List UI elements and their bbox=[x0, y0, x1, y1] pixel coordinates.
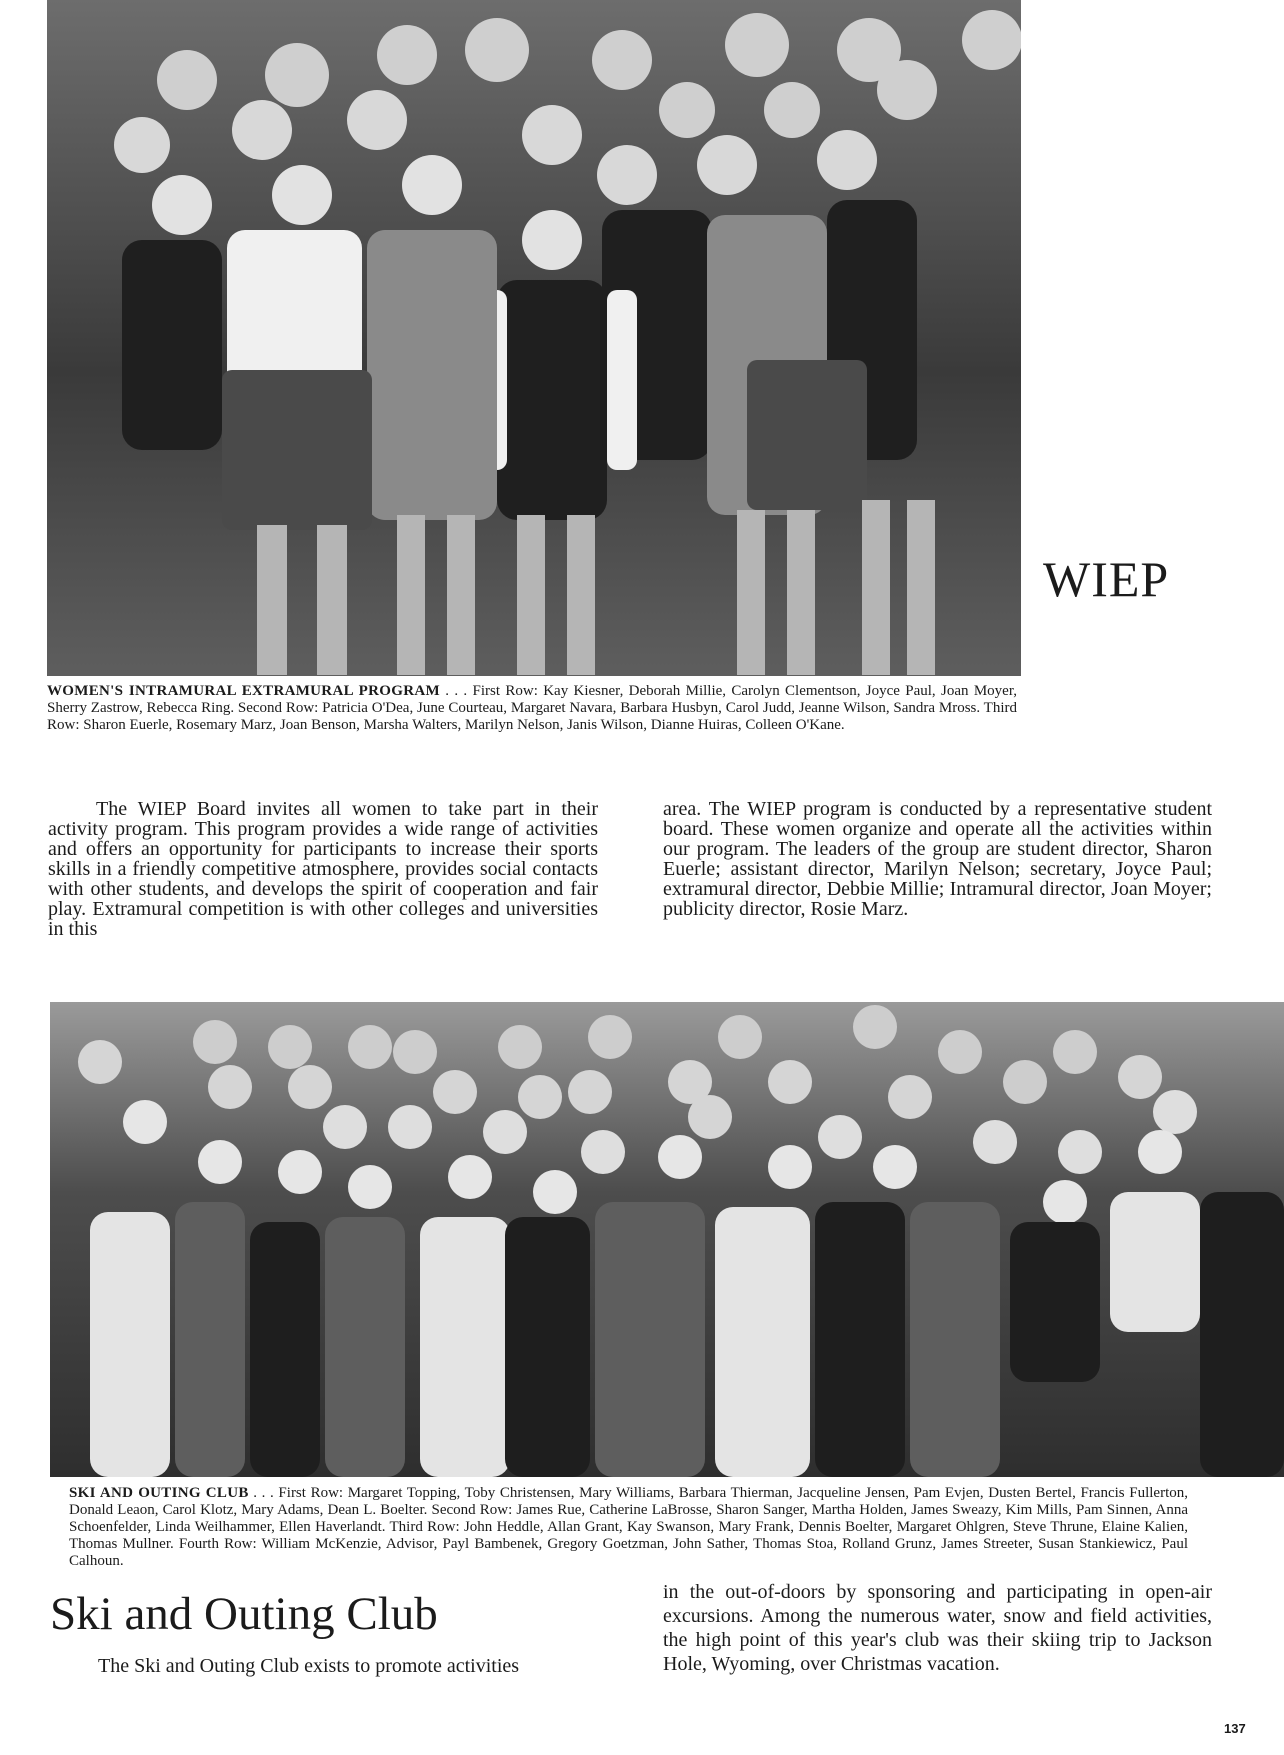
wiep-body-column-1: The WIEP Board invites all women to take part in their activity program. This program provides a wide range of activities and offers an opportunity for participants to increase their sports skills in a friendly competitive atmosphere, provides social contacts with other students, and develops the spirit of cooperation and fair play. Extramural competition is with other colleges and universities in this bbox=[48, 798, 598, 940]
ski-photo-caption bbox=[69, 1485, 1188, 1570]
ski-club-group-photo bbox=[50, 1002, 1284, 1477]
ski-caption-names: . . . First Row: Margaret Topping, Toby Christensen, Mary Williams, Barbara Thierman, Jacqueline Jensen, Pam Evjen, Dusten Bertel, Francis Fullerton, Donald Leaon, Carol Klotz, Mary Adams, Dean L. Boelter. Second Row: James Rue, Catherine LaBrosse, Sharon Sanger, Martha Holden, James Sweazy, Kim Mills, Pam Sinnen, Anna Schoenfelder, Linda Weilhammer, Ellen Haverlandt. Third Row: John Heddle, Allan Grant, Kay Swanson, Mary Frank, Dennis Boelter, Margaret Ohlgren, Steve Thrune, Elaine Kalien, Thomas Mullner. Fourth Row: William McKenzie, Advisor, Payl Bambenek, Gregory Goetzman, John Sather, Thomas Stoa, Rolland Grunz, James Streeter, Susan Stankiewicz, Paul Calhoun. bbox=[69, 1485, 1188, 1569]
wiep-caption-names: . . . First Row: Kay Kiesner, Deborah Millie, Carolyn Clementson, Joyce Paul, Joan Moyer, Sherry Zastrow, Rebecca Ring. Second Row: Patricia O'Dea, June Courteau, Margaret Navara, Barbara Husbyn, Carol Judd, Jeanne Wilson, Sandra Mross. Third Row: Sharon Euerle, Rosemary Marz, Joan Benson, Marsha Walters, Marilyn Nelson, Janis Wilson, Dianne Huiras, Colleen O'Kane. bbox=[47, 683, 1017, 733]
wiep-body-column-2: area. The WIEP program is conducted by a representative student board. These women organize and operate all the activities within our program. The leaders of the group are student director, Sharon Euerle; assistant director, Marilyn Nelson; secretary, Joyce Paul; extramural director, Debbie Millie; Intramural director, Joan Moyer; publicity director, Rosie Marz. bbox=[663, 798, 1212, 920]
wiep-photo-caption bbox=[47, 683, 1017, 734]
wiep-group-photo bbox=[47, 0, 1021, 676]
ski-body-column-2: in the out-of-doors by sponsoring and participating in open-air excursions. Among the numerous water, snow and field activities, the high point of this year's club was their skiing trip to Jackson Hole, Wyoming, over Christmas vacation. bbox=[663, 1581, 1212, 1675]
ski-body-column-1: The Ski and Outing Club exists to promote activities bbox=[98, 1655, 520, 1677]
wiep-title: WIEP bbox=[1043, 551, 1170, 607]
ski-title: Ski and Outing Club bbox=[50, 1588, 438, 1640]
page-number: 137 bbox=[1224, 1721, 1246, 1736]
ski-caption-lead: SKI AND OUTING CLUB bbox=[69, 1485, 249, 1501]
wiep-caption-lead: WOMEN'S INTRAMURAL EXTRAMURAL PROGRAM bbox=[47, 683, 440, 699]
